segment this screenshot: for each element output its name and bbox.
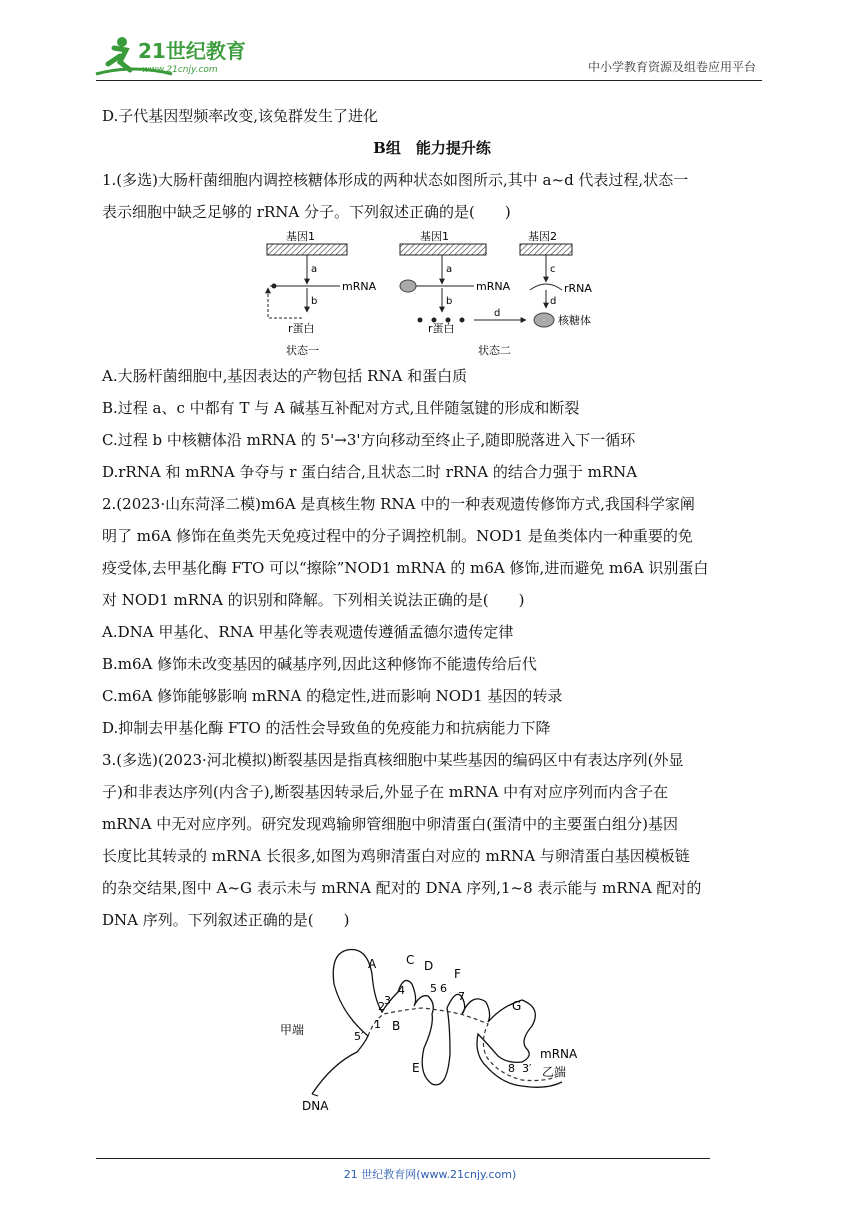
- q2-stem-line3: 疫受体,去甲基化酶 FTO 可以“擦除”NOD1 mRNA 的 m6A 修饰,进而避免 m6A 识别蛋白: [102, 559, 709, 577]
- rprotein-label-state2: r蛋白: [428, 322, 455, 335]
- q2-stem-line4: 对 NOD1 mRNA 的识别和降解。下列相关说法正确的是( ): [102, 591, 525, 609]
- q2-option-b: B.m6A 修饰未改变基因的碱基序列,因此这种修饰不能遗传给后代: [102, 655, 537, 673]
- jia-end-label: 甲端: [280, 1023, 305, 1037]
- ribosome-icon: [534, 313, 554, 327]
- rprotein-dot: [418, 318, 423, 323]
- label-2: 2: [378, 1000, 385, 1013]
- ribosome-on-mrna: [400, 280, 416, 292]
- dna-label: DNA: [302, 1099, 329, 1113]
- q2-stem-line1: 2.(2023·山东菏泽二模)m6A 是真核生物 RNA 中的一种表观遗传修饰方式,我国科学家阐: [102, 495, 695, 513]
- page-content: [102, 100, 762, 1124]
- three-prime-label: 3′: [522, 1062, 532, 1075]
- page-footer[interactable]: 21 世纪教育网(www.21cnjy.com): [343, 1168, 517, 1181]
- q1-stem-line2: 表示细胞中缺乏足够的 rRNA 分子。下列叙述正确的是( ): [102, 203, 511, 221]
- label-E: E: [412, 1061, 420, 1075]
- label-d-horizontal: d: [494, 308, 501, 319]
- q2-option-d: D.抑制去甲基化酶 FTO 的活性会导致鱼的免疫能力和抗病能力下降: [102, 719, 551, 737]
- ribosome-regulation-diagram: [102, 228, 762, 360]
- page-header: [92, 30, 760, 82]
- gene2-label: 基因2: [528, 230, 557, 243]
- q3-stem-line3: mRNA 中无对应序列。研究发现鸡输卵管细胞中卵清蛋白(蛋清中的主要蛋白组分)基因: [102, 815, 678, 833]
- label-G: G: [512, 999, 522, 1013]
- header-divider: [96, 80, 762, 81]
- label-1: 1: [374, 1018, 381, 1031]
- gene2-bar: [520, 244, 572, 255]
- yi-end-label: 乙端: [542, 1065, 567, 1079]
- label-D: D: [424, 959, 434, 973]
- label-5: 5: [430, 982, 437, 995]
- mrna-label-state2: mRNA: [476, 280, 511, 293]
- label-A: A: [368, 957, 377, 971]
- q2-stem-line2: 明了 m6A 修饰在鱼类先天免疫过程中的分子调控机制。NOD1 是鱼类体内一种重要的免: [102, 527, 693, 545]
- rprotein-label-state1: r蛋白: [288, 322, 315, 335]
- gene1-bar-state2: [400, 244, 486, 255]
- q3-figure: [102, 944, 762, 1124]
- label-c: c: [550, 264, 556, 275]
- section-title: B组 能力提升练: [373, 139, 491, 157]
- label-b-state1: b: [311, 296, 318, 307]
- rrna-curve: [530, 284, 562, 290]
- mrna-label-fig2: mRNA: [540, 1047, 578, 1061]
- logo-url: www.21cnjy.com: [142, 65, 218, 75]
- dna-leader: [312, 1094, 318, 1096]
- q1-option-b: B.过程 a、c 中都有 T 与 A 碱基互补配对方式,且伴随氢键的形成和断裂: [102, 399, 580, 417]
- footer-divider: [96, 1158, 710, 1159]
- q1-figure: [102, 228, 762, 360]
- q3-stem-line5: 的杂交结果,图中 A~G 表示未与 mRNA 配对的 DNA 序列,1~8 表示能与 mRNA 配对的: [102, 879, 702, 897]
- q1-option-a: A.大肠杆菌细胞中,基因表达的产物包括 RNA 和蛋白质: [102, 367, 468, 385]
- feedback-arrow-state1: [268, 288, 302, 318]
- dna-mrna-hybrid-diagram: [102, 944, 762, 1124]
- prev-question-option-d: D.子代基因型频率改变,该兔群发生了进化: [102, 107, 379, 125]
- label-d-vertical: d: [550, 296, 557, 307]
- q2-option-a: A.DNA 甲基化、RNA 甲基化等表观遗传遵循孟德尔遗传定律: [102, 623, 514, 641]
- label-8: 8: [508, 1062, 515, 1075]
- logo-text: 21世纪教育: [138, 39, 246, 63]
- site-logo: [92, 34, 262, 78]
- state1-label: 状态一: [286, 344, 319, 357]
- q3-stem-line6: DNA 序列。下列叙述正确的是( ): [102, 911, 350, 929]
- label-4: 4: [398, 984, 405, 997]
- five-prime-label: 5′: [354, 1030, 364, 1043]
- label-3: 3: [384, 994, 391, 1007]
- q3-stem-line4: 长度比其转录的 mRNA 长很多,如图为鸡卵清蛋白对应的 mRNA 与卵清蛋白基因模板链: [102, 847, 690, 865]
- q1-stem-line1: 1.(多选)大肠杆菌细胞内调控核糖体形成的两种状态如图所示,其中 a~d 代表过程,状态一: [102, 171, 689, 189]
- state2-label: 状态二: [478, 344, 511, 357]
- label-6: 6: [440, 982, 447, 995]
- q2-option-c: C.m6A 修饰能够影响 mRNA 的稳定性,进而影响 NOD1 基因的转录: [102, 687, 563, 705]
- label-b-state2: b: [446, 296, 453, 307]
- rprotein-dot-state1: [272, 284, 277, 289]
- gene1-label-state2: 基因1: [420, 230, 449, 243]
- q3-stem-line2: 子)和非表达序列(内含子),断裂基因转录后,外显子在 mRNA 中有对应序列而内含子在: [102, 783, 669, 801]
- ribosome-label: 核糖体: [558, 314, 591, 327]
- q1-option-d: D.rRNA 和 mRNA 争夺与 r 蛋白结合,且状态二时 rRNA 的结合力强于 mRNA: [102, 463, 638, 481]
- label-C: C: [406, 953, 415, 967]
- mrna-label-state1: mRNA: [342, 280, 377, 293]
- label-F: F: [454, 967, 461, 981]
- site-tagline: 中小学教育资源及组卷应用平台: [587, 60, 756, 74]
- gene1-label-state1: 基因1: [286, 230, 315, 243]
- q1-option-c: C.过程 b 中核糖体沿 mRNA 的 5'→3'方向移动至终止子,随即脱落进入下一循环: [102, 431, 636, 449]
- label-B: B: [392, 1019, 401, 1033]
- label-7: 7: [458, 990, 465, 1003]
- rrna-label: rRNA: [564, 282, 592, 295]
- label-a-state1: a: [311, 264, 318, 275]
- gene1-bar-state1: [267, 244, 347, 255]
- q3-stem-line1: 3.(多选)(2023·河北模拟)断裂基因是指真核细胞中某些基因的编码区中有表达序列(外显: [102, 751, 684, 769]
- rprotein-dot: [460, 318, 465, 323]
- label-a-state2: a: [446, 264, 453, 275]
